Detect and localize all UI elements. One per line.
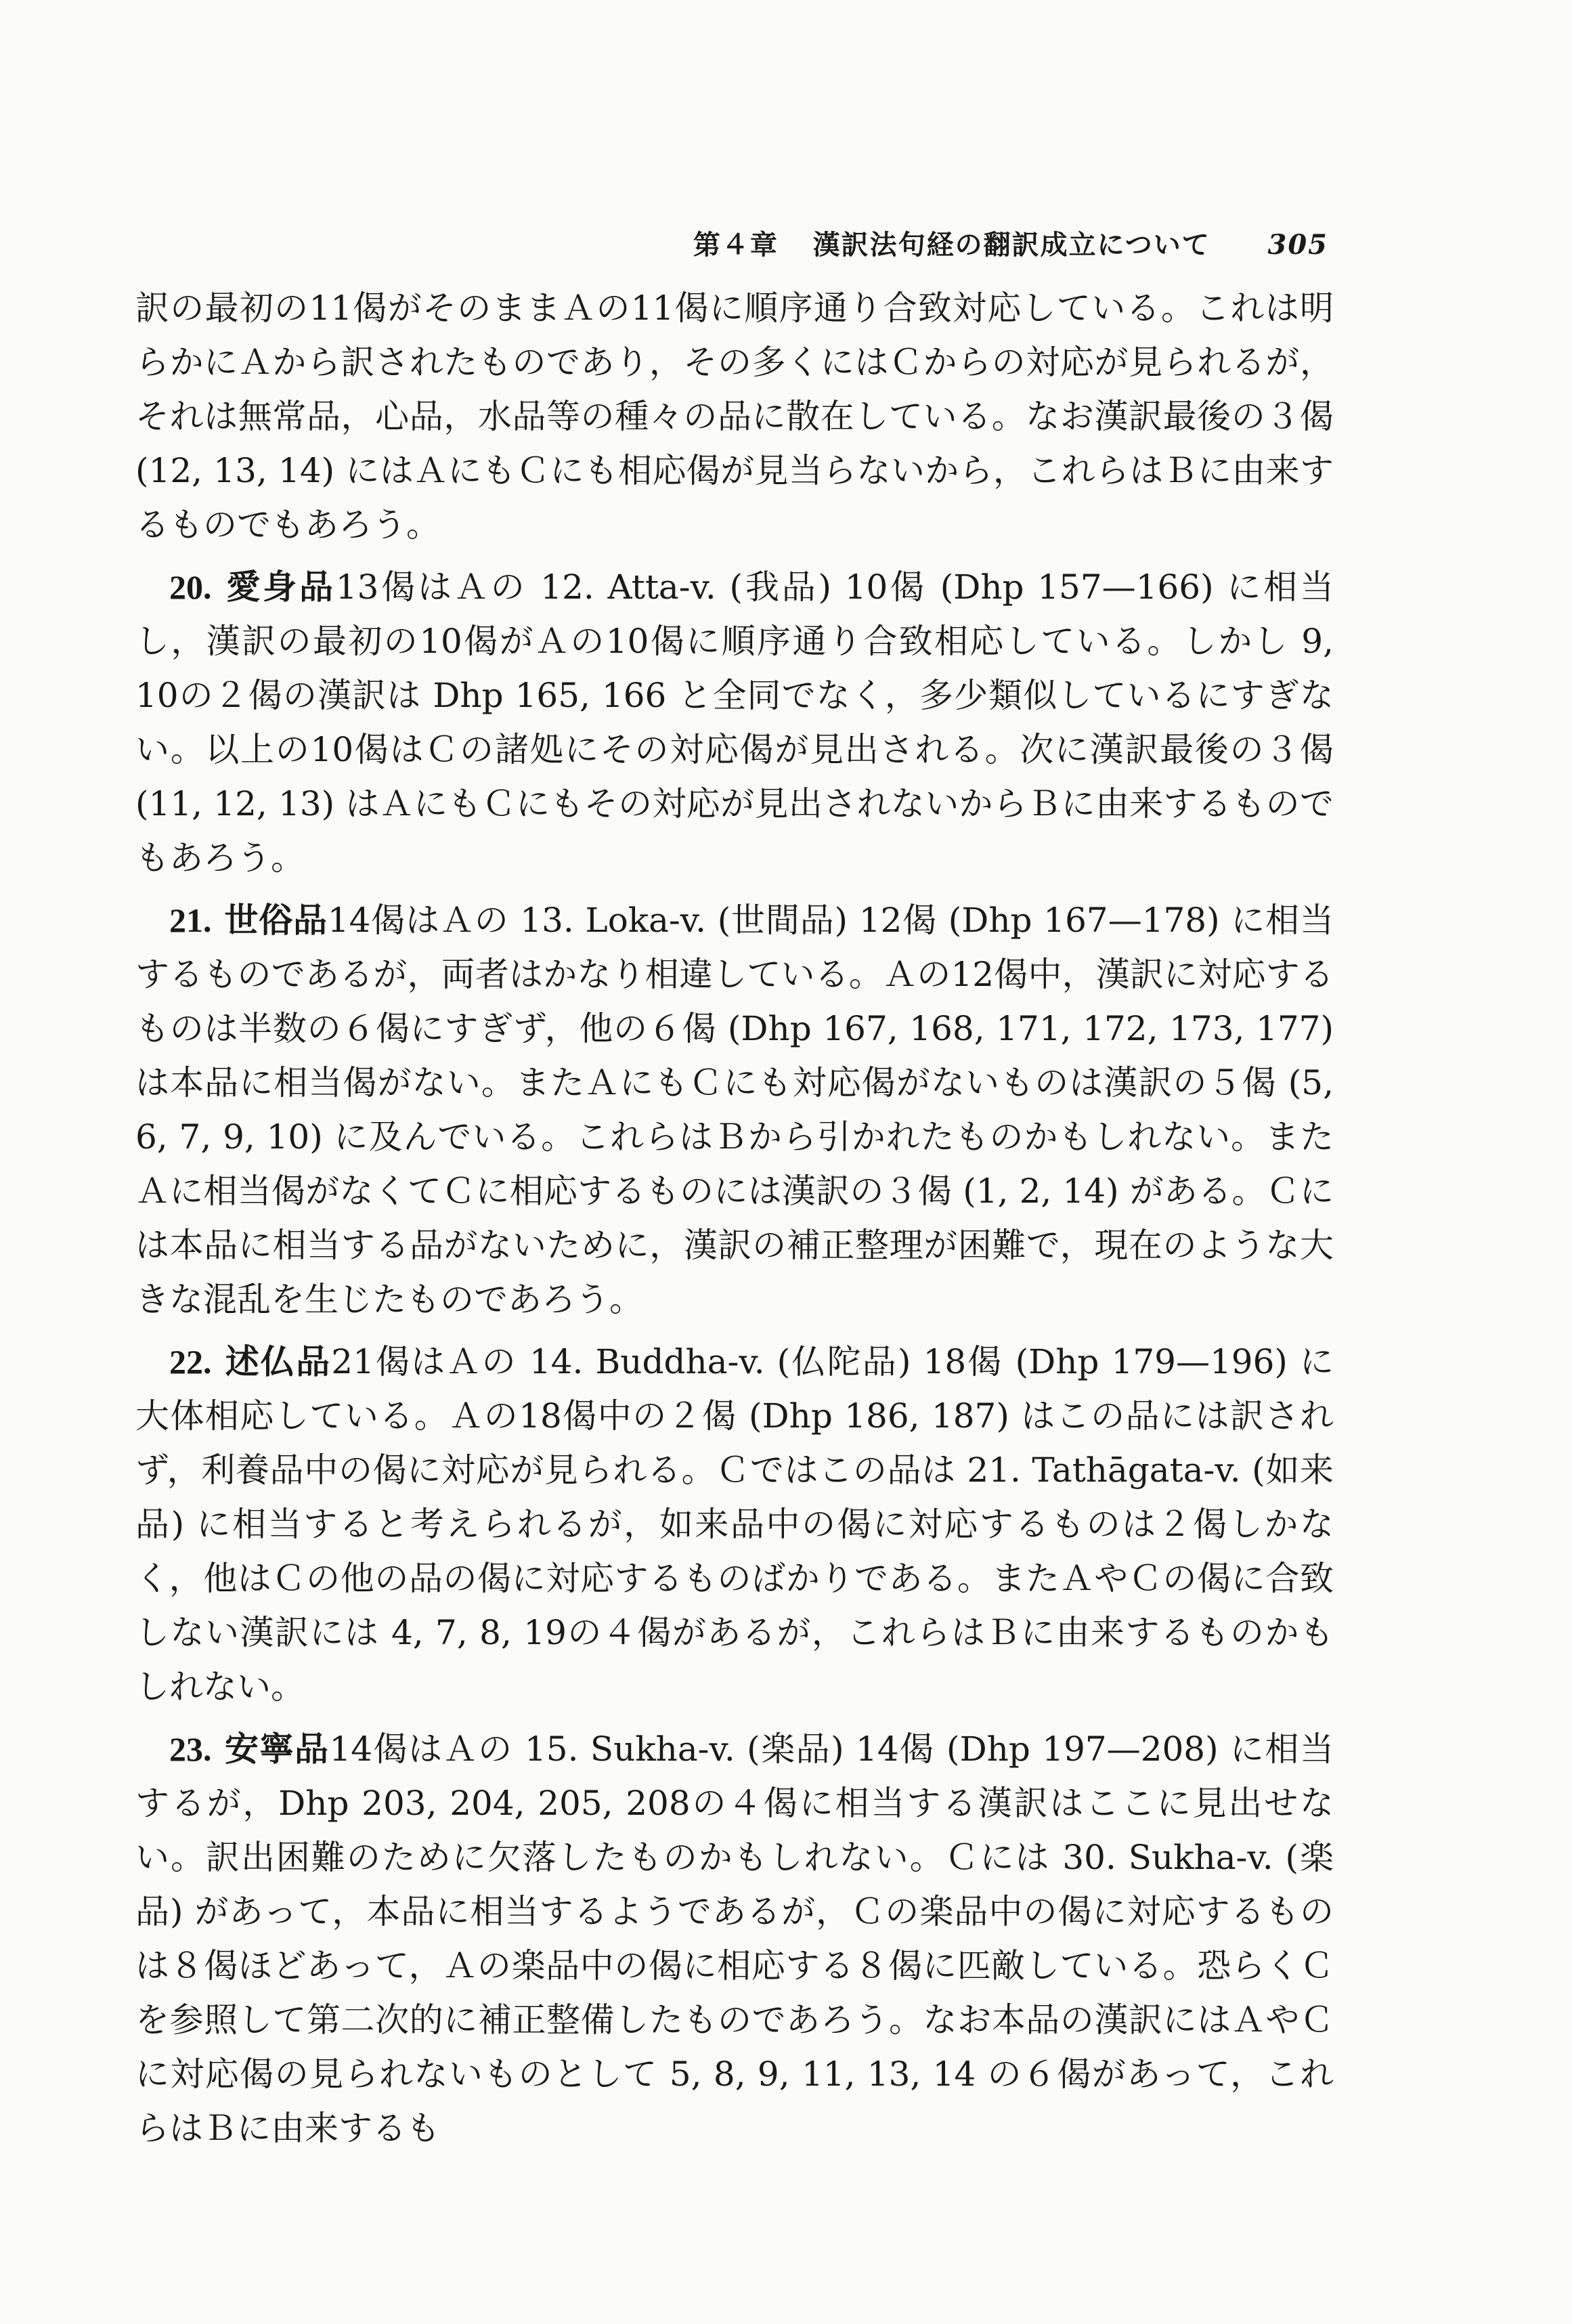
body-text <box>135 281 1334 2164</box>
section-number: 21. <box>169 901 212 939</box>
section-text: 13偈はＡの 12. Atta-v. (我品) 10偈 (Dhp 157—166) に相当し，漢訳の最初の10偈がＡの10偈に順序通り合致相応している。しかし 9, 10の２偈の漢訳は Dhp 165, 166 と全同でなく，多少類似しているにすぎない。以上の10偈はＣの諸処にその対応偈が見出される。次に漢訳最後の３偈 (11, 12, 13) はＡにもＣにもその対応が見出されないからＢに由来するものでもあろう。 <box>135 567 1334 878</box>
section-number: 22. <box>169 1343 212 1381</box>
section-21 <box>135 893 1334 1327</box>
running-header <box>693 223 1328 262</box>
section-20 <box>135 560 1334 885</box>
section-22 <box>135 1335 1334 1714</box>
section-heading: 安寧品 <box>223 1729 330 1769</box>
section-text: 14偈はＡの 15. Sukha-v. (楽品) 14偈 (Dhp 197—208) に相当するが，Dhp 203, 204, 205, 208の４偈に相当する漢訳はここに見出せない。訳出困難のために欠落したものかもしれない。Ｃには 30. Sukha-v. (楽品) があって，本品に相当するようであるが，Ｃの楽品中の偈に対応するものは８偈ほどあって，Ａの楽品中の偈に相応する８偈に匹敵している。恐らくＣを参照して第二次的に補正整備したものであろう。なお本品の漢訳にはＡやＣに対応偈の見られないものとして 5, 8, 9, 11, 13, 14 の６偈があって，これらはＢに由来するも <box>135 1729 1334 2148</box>
section-number: 23. <box>169 1730 212 1768</box>
section-number: 20. <box>169 568 212 606</box>
page-number: 305 <box>1267 229 1328 261</box>
section-23 <box>135 1722 1334 2155</box>
chapter-title: 漢訳法句経の翻訳成立について <box>812 230 1210 261</box>
section-heading: 世俗品 <box>223 901 328 940</box>
section-text: 14偈はＡの 13. Loka-v. (世間品) 12偈 (Dhp 167—178) に相当するものであるが，両者はかなり相違している。Ａの12偈中，漢訳に対応するものは半数の６偈にすぎず，他の６偈 (Dhp 167, 168, 171, 172, 173, 177) は本品に相当偈がない。またＡにもＣにも対応偈がないものは漢訳の５偈 (5, 6, 7, 9, 10) に及んでいる。これらはＢから引かれたものかもしれない。またＡに相当偈がなくてＣに相応するものには漢訳の３偈 (1, 2, 14) がある。Ｃには本品に相当する品がないために，漢訳の補正整理が困難で，現在のような大きな混乱を生じたものであろう。 <box>135 901 1334 1319</box>
intro-paragraph: 訳の最初の11偈がそのままＡの11偈に順序通り合致対応している。これは明らかにＡから訳されたものであり，その多くにはＣからの対応が見られるが，それは無常品，心品，水品等の種々の品に散在している。なお漢訳最後の３偈 (12, 13, 14) にはＡにもＣにも相応偈が見当らないから，これらはＢに由来するものでもあろう。 <box>135 288 1334 544</box>
section-text: 21偈はＡの 14. Buddha-v. (仏陀品) 18偈 (Dhp 179—196) に大体相応している。Ａの18偈中の２偈 (Dhp 186, 187) はこの品には訳されず，利養品中の偈に対応が見られる。Ｃではこの品は 21. Tathāgata-v. (如来品) に相当すると考えられるが，如来品中の偈に対応するものは２偈しかなく，他はＣの他の品の偈に対応するものばかりである。またＡやＣの偈に合致しない漢訳には 4, 7, 8, 19の４偈があるが，これらはＢに由来するものかもしれない。 <box>135 1342 1334 1706</box>
chapter-label: 第４章 <box>693 230 779 261</box>
section-heading: 愛身品 <box>223 567 336 607</box>
section-heading: 述仏品 <box>223 1342 332 1381</box>
